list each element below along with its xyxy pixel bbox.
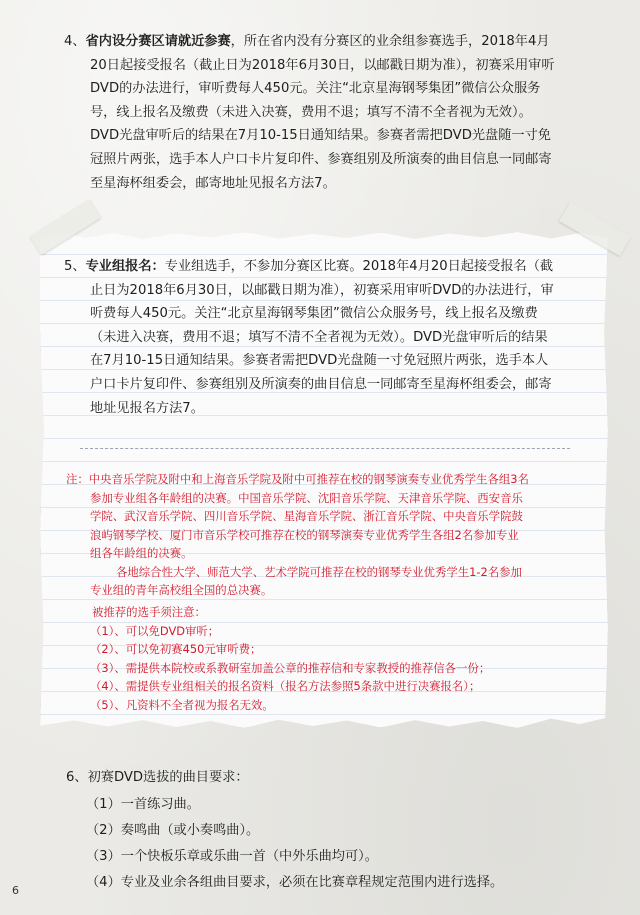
section-5-heading: 专业组报名：	[85, 259, 165, 274]
section-5-line-5: 户口卡片复印件、参赛组别及所演奏的曲目信息一同邮寄至星海杯组委会，邮寄	[90, 377, 552, 392]
section-6-item-4: （4）专业及业余各组曲目要求，必须在比赛章程规定范围内进行选择。	[86, 875, 504, 890]
section-5-line-6: 地址见报名方法7。	[90, 400, 204, 416]
section-4-line-4: DVD光盘审听后的结果在7月10-15日通知结果。参赛者需把DVD光盘随一寸免	[90, 128, 551, 144]
note-line-2: 学院、武汉音乐学院、四川音乐学院、星海音乐学院、浙江音乐学院、中央音乐学院鼓	[90, 509, 523, 523]
section-4-line-1: 20日起接受报名（截止日为2018年6月30日，以邮戳日期为准），初赛采用审听	[90, 57, 555, 73]
note-item-3: （3）、需提供本院校或系教研室加盖公章的推荐信和专家教授的推荐信各一份；	[90, 660, 491, 675]
section-6-heading: 6、初赛DVD选拔的曲目要求：	[66, 770, 249, 785]
section-6-item-3: （3）一个快板乐章或乐曲一首（中外乐曲均可）。	[86, 849, 378, 864]
note-line-4: 组各年龄组的决赛。	[90, 546, 193, 560]
note-line-0: 注：中央音乐学院及附中和上海音乐学院及附中可推荐在校的钢琴演奏专业优秀学生各组3名	[66, 472, 529, 486]
note-item-1: （1）、可以免DVD审听；	[90, 623, 220, 638]
note-item-2: （2）、可以免初赛450元审听费；	[90, 642, 262, 656]
section-4-number: 4、	[64, 34, 86, 49]
section-5-line-0	[64, 255, 553, 279]
section-5-text-0: 专业组选手，不参加分赛区比赛。2018年4月20日起接受报名（截	[164, 259, 554, 274]
note-item-4: （4）、需提供专业组相关的报名资料（报名方法参照5条款中进行决赛报名）；	[90, 679, 481, 693]
note-line-3: 浪屿钢琴学校、厦门市音乐学校可推荐在校的钢琴演奏专业优秀学生各组2名参加专业	[90, 527, 519, 542]
section-4-text-0: ，所在省内没有分赛区的业余组参赛选手，2018年4月	[230, 34, 550, 49]
section-6-item-2: （2）奏鸣曲（或小奏鸣曲）。	[86, 823, 260, 838]
section-5-line-3: （未进入决赛，费用不退；填写不清不全者视为无效）。DVD光盘审听后的结果	[90, 329, 548, 345]
section-5-line-2: 听费每人450元。关注“北京星海钢琴集团”微信公众服务号，线上报名及缴费	[90, 306, 538, 322]
section-5-line-1: 止日为2018年6月30日，以邮戳日期为准），初赛采用审听DVD的办法进行，审	[90, 282, 554, 298]
section-5-number: 5、	[64, 259, 86, 274]
note-line-6: 专业组的青年高校组全国的总决赛。	[90, 583, 273, 597]
note-line-5: 各地综合性大学、师范大学、艺术学院可推荐在校的钢琴专业优秀学生1-2名参加	[116, 564, 522, 579]
section-4-line-5: 冠照片两张，选手本人户口卡片复印件、参赛组别及所演奏的曲目信息一同邮寄	[90, 152, 552, 167]
dashed-divider	[80, 448, 570, 449]
section-4-line-2: DVD的办法进行，审听费每人450元。关注“北京星海钢琴集团”微信公众服务	[90, 81, 541, 97]
section-4-heading: 省内设分赛区请就近参赛	[85, 34, 231, 49]
section-4-line-0	[64, 30, 550, 54]
section-6-item-1: （1）一首练习曲。	[86, 797, 200, 812]
section-4-line-3: 号，线上报名及缴费（未进入决赛，费用不退；填写不清不全者视为无效）。	[90, 104, 532, 120]
note-sub-title: 被推荐的选手须注意：	[92, 605, 206, 619]
note-item-5: （5）、凡资料不全者视为报名无效。	[90, 697, 274, 712]
note-line-1: 参加专业组各年龄组的决赛。中国音乐学院、沈阳音乐学院、天津音乐学院、西安音乐	[90, 490, 523, 505]
section-4-line-6: 至星海杯组委会，邮寄地址见报名方法7。	[90, 175, 336, 191]
page-number: 6	[12, 884, 19, 897]
section-5-line-4: 在7月10-15日通知结果。参赛者需把DVD光盘随一寸免冠照片两张，选手本人	[90, 353, 549, 369]
